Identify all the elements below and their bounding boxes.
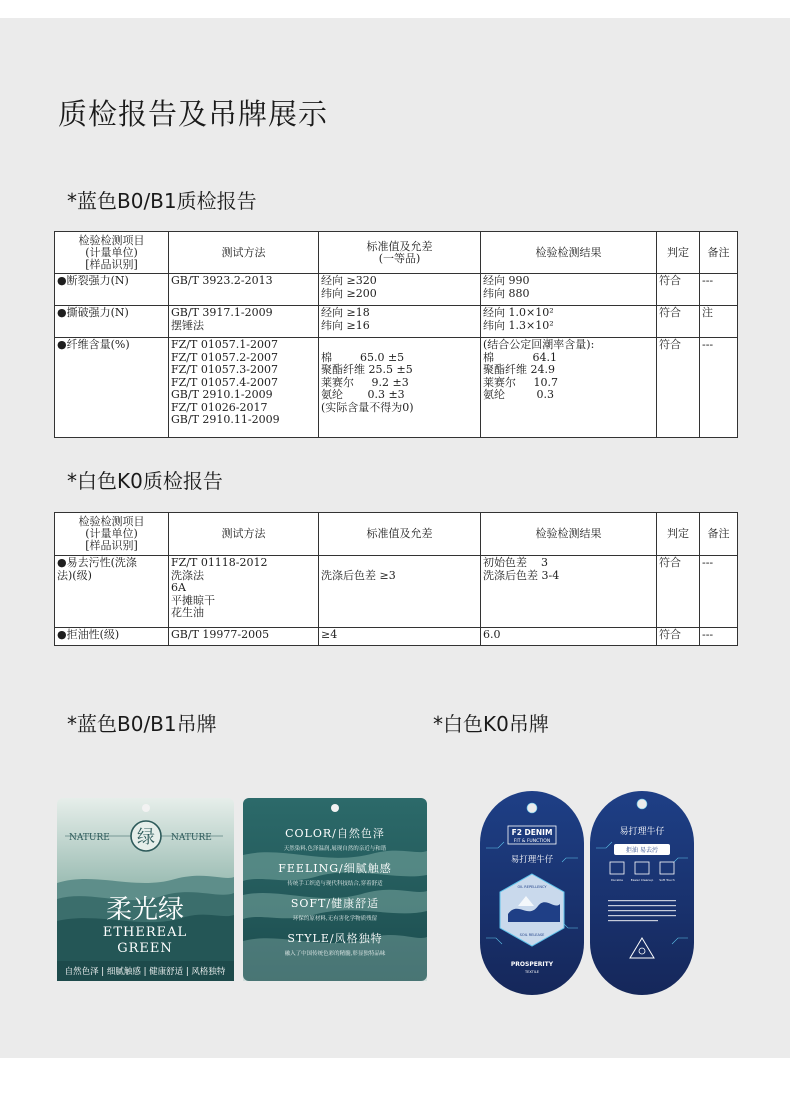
maker-sub: TEXTILE xyxy=(524,970,540,974)
back-line-title-1: COLOR/自然色泽 xyxy=(285,827,385,840)
header-note: 备注 xyxy=(700,232,738,274)
cell-item: ●拒油性(级) xyxy=(55,628,169,646)
brand: F2 DENIM xyxy=(511,828,553,837)
quality-report-white xyxy=(54,512,738,646)
back-title: 易打理牛仔 xyxy=(619,827,665,837)
icon-label-durable: Durable xyxy=(611,878,623,882)
section-title-blue-tags: *蓝色B0/B1吊牌 xyxy=(67,712,217,736)
cell-item: ●易去污性(洗涤 法)(级) xyxy=(55,556,169,628)
table-row xyxy=(55,628,738,646)
cell-standard: 经向 ≥320 纬向 ≥200 xyxy=(319,274,481,306)
cell-result: 经向 990 纬向 880 xyxy=(481,274,657,306)
back-line-desc-1: 天然染料,色泽温润,展现自然的亲近与和谐 xyxy=(283,846,387,852)
white-tag-front xyxy=(480,791,584,995)
cell-result: 初始色差 3 洗涤后色差 3-4 xyxy=(481,556,657,628)
header-standard: 标准值及允差 (一等品) xyxy=(319,232,481,274)
white-hangtags-image xyxy=(478,788,698,998)
cell-method: GB/T 19977-2005 xyxy=(169,628,319,646)
cell-result: (结合公定回潮率含量): 棉 64.1 聚酯纤维 24.9 莱赛尔 10.7 氨纶 0.3 xyxy=(481,338,657,438)
maker: PROSPERITY xyxy=(510,961,554,968)
hex-bottom: SOIL RELEASE xyxy=(519,933,545,937)
quality-report-blue xyxy=(54,231,738,438)
cell-verdict: 符合 xyxy=(657,274,700,306)
cell-standard: 经向 ≥18 纬向 ≥16 xyxy=(319,306,481,338)
cell-verdict: 符合 xyxy=(657,338,700,438)
header-item: 检验检测项目 (计量单位) [样品识别] xyxy=(55,232,169,274)
back-line-desc-4: 融入了中国传统色彩的精髓,彰显独特品味 xyxy=(284,951,386,957)
cell-note: --- xyxy=(700,556,738,628)
cell-result: 6.0 xyxy=(481,628,657,646)
page-title: 质检报告及吊牌展示 xyxy=(58,97,329,131)
section-title-blue-report: *蓝色B0/B1质检报告 xyxy=(67,189,257,213)
back-line-title-2: FEELING/细腻触感 xyxy=(278,862,392,875)
brand-sub: FIT & FUNCTION xyxy=(513,839,551,844)
cell-note: --- xyxy=(700,338,738,438)
cell-note: --- xyxy=(700,274,738,306)
cell-verdict: 符合 xyxy=(657,306,700,338)
header-standard: 标准值及允差 xyxy=(319,513,481,556)
cell-item: ●断裂强力(N) xyxy=(55,274,169,306)
hex-top: OIL REPELLENCY xyxy=(517,885,547,889)
white-tag-back xyxy=(590,791,694,995)
cell-item: ●纤维含量(%) xyxy=(55,338,169,438)
back-line-desc-3: 环保的原材料,无有害化学物质残留 xyxy=(292,916,378,922)
cell-method: GB/T 3917.1-2009 摆锤法 xyxy=(169,306,319,338)
nature-left: NATURE xyxy=(69,833,110,843)
header-result: 检验检测结果 xyxy=(481,513,657,556)
table-row xyxy=(55,306,738,338)
tag-name-en1: ETHEREAL xyxy=(102,925,188,940)
header-verdict: 判定 xyxy=(657,232,700,274)
table-row xyxy=(55,556,738,628)
icon-label-soft: Soft Touch xyxy=(659,878,675,882)
cell-standard: ≥4 xyxy=(319,628,481,646)
back-line-title-4: STYLE/风格独特 xyxy=(287,932,383,945)
back-line-title-3: SOFT/健康舒适 xyxy=(290,897,380,910)
header-method: 测试方法 xyxy=(169,232,319,274)
cell-method: FZ/T 01057.1-2007 FZ/T 01057.2-2007 FZ/T 01057.3-2007 FZ/T 01057.4-2007 GB/T 2910.1-2009 FZ/T 01026-2017 GB/T 2910.11-2009 xyxy=(169,338,319,438)
blue-tag-back xyxy=(243,798,427,981)
header-method: 测试方法 xyxy=(169,513,319,556)
tag-features: 自然色泽 | 细腻触感 | 健康舒适 | 风格独特 xyxy=(64,967,226,977)
product-name: 易打理牛仔 xyxy=(510,855,554,865)
cell-standard: 洗涤后色差 ≥3 xyxy=(319,556,481,628)
cell-note: 注 xyxy=(700,306,738,338)
section-title-white-report: *白色K0质检报告 xyxy=(67,469,223,493)
blue-tag-front xyxy=(57,798,234,981)
header-result: 检验检测结果 xyxy=(481,232,657,274)
icon-label-cleanup: Easier Cleanup xyxy=(630,878,654,882)
tag-name-en2: GREEN xyxy=(117,941,173,956)
seal-char: 绿 xyxy=(137,827,155,848)
cell-verdict: 符合 xyxy=(657,628,700,646)
cell-item: ●撕破强力(N) xyxy=(55,306,169,338)
cell-result: 经向 1.0×10² 纬向 1.3×10² xyxy=(481,306,657,338)
header-item: 检验检测项目 (计量单位) [样品识别] xyxy=(55,513,169,556)
header-note: 备注 xyxy=(700,513,738,556)
table-row xyxy=(55,274,738,306)
tag-name-cn: 柔光绿 xyxy=(105,895,185,925)
cell-method: FZ/T 01118-2012 洗涤法 6A 平摊晾干 花生油 xyxy=(169,556,319,628)
blue-hangtags-image xyxy=(55,795,430,985)
cell-verdict: 符合 xyxy=(657,556,700,628)
back-line-desc-2: 传统手工织造与现代科技结合,穿着舒适 xyxy=(287,881,383,887)
section-title-white-tags: *白色K0吊牌 xyxy=(433,712,549,736)
header-verdict: 判定 xyxy=(657,513,700,556)
table-row xyxy=(55,338,738,438)
cell-method: GB/T 3923.2-2013 xyxy=(169,274,319,306)
nature-right: NATURE xyxy=(171,833,212,843)
cell-standard: 棉 65.0 ±5 聚酯纤维 25.5 ±5 莱赛尔 9.2 ±3 氨纶 0.3 ±3 (实际含量不得为0) xyxy=(319,338,481,438)
back-subtitle: 拒油 易去污 xyxy=(626,847,658,854)
cell-note: --- xyxy=(700,628,738,646)
